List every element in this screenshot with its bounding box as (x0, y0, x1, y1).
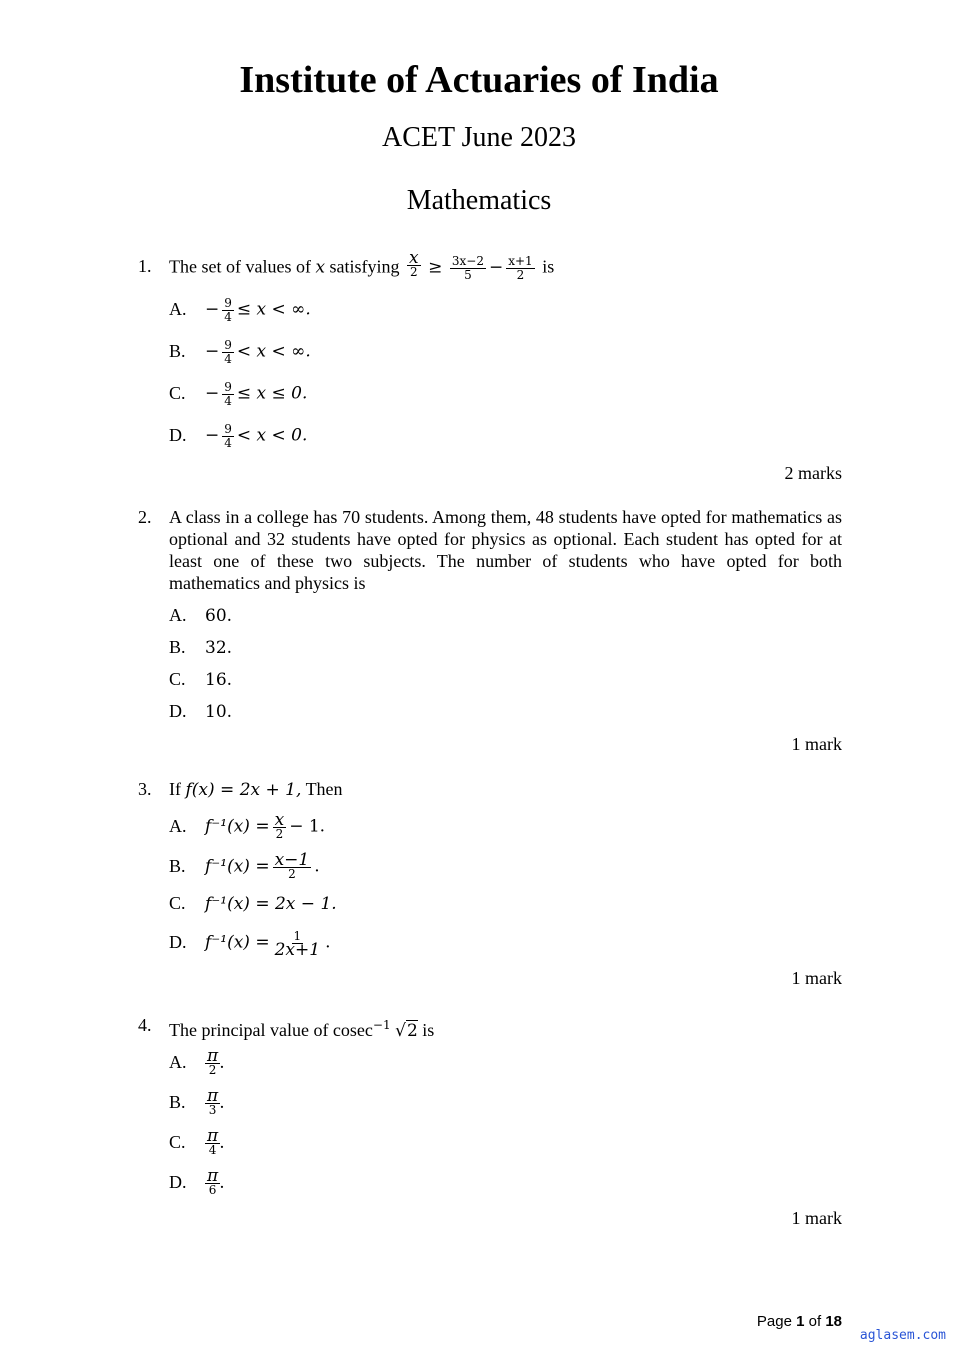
exam-name: ACET June 2023 (382, 122, 576, 153)
marks-label: 1 mark (791, 734, 842, 754)
fraction: $\frac{x+1}{2}$ (508, 254, 533, 282)
option-a: A. 60. (169, 605, 233, 626)
page-number: Page 1 of 18 (756, 1313, 842, 1330)
question-number: 4. (138, 1015, 152, 1035)
fraction: $\frac{x}{2}$ (409, 248, 419, 279)
option-a: A. − $\frac{9}{4}$ ≤ x < ∞. (169, 296, 311, 324)
option-a: A. $\frac{\pi}{2}$ . (169, 1046, 225, 1077)
option-d: D. f⁻¹(x) = $\frac{1}{2x+1}$ . (169, 929, 331, 960)
option-c: C. 16. (169, 669, 233, 690)
question-stem: If f(x) = 2x + 1, Then (169, 779, 343, 800)
option-c: C. $\frac{\pi}{4}$ . (169, 1126, 225, 1157)
option-d: D. 10. (169, 701, 233, 722)
marks-label: 1 mark (791, 968, 842, 988)
option-d: D. − $\frac{9}{4}$ < x < 0. (169, 422, 308, 450)
question-number: 2. (138, 507, 152, 527)
option-b: B. − $\frac{9}{4}$ < x < ∞. (169, 338, 311, 366)
question-number: 3. (138, 779, 152, 799)
question-stem: The set of values of x satisfying $\frac{x}{2}$ ≥ $\frac{3x-2}{5}$ − $\frac{x+1}{2}$ is (169, 248, 555, 282)
option-d: D. $\frac{\pi}{6}$ . (169, 1166, 225, 1197)
option-a: A. f⁻¹(x) = $\frac{x}{2}$ − 1. (169, 810, 326, 841)
marks-label: 2 marks (784, 463, 842, 483)
option-c: C. f⁻¹(x) = 2x − 1. (169, 893, 337, 914)
marks-label: 1 mark (791, 1208, 842, 1228)
watermark-link[interactable]: aglasem.com (859, 1328, 946, 1343)
option-b: B. $\frac{\pi}{3}$ . (169, 1086, 225, 1117)
option-b: B. 32. (169, 637, 233, 658)
institute-title: Institute of Actuaries of India (239, 59, 719, 101)
option-c: C. − $\frac{9}{4}$ ≤ x ≤ 0. (169, 380, 308, 408)
fraction: $\frac{3x-2}{5}$ (451, 254, 484, 282)
subject-heading: Mathematics (406, 185, 552, 216)
question-stem: The principal value of cosec$^{-1}$ √2 is (169, 1018, 435, 1041)
option-b: B. f⁻¹(x) = $\frac{x-1}{2}$ . (169, 850, 320, 881)
question-stem: A class in a college has 70 students. Among them, 48 students have opted for mathematics as optional and 32 students have opted for physics as optional. Each student has opted for at least one of these two subjects. The number of students who have opted for both mathematics and physics is (169, 507, 842, 593)
question-number: 1. (138, 256, 152, 276)
